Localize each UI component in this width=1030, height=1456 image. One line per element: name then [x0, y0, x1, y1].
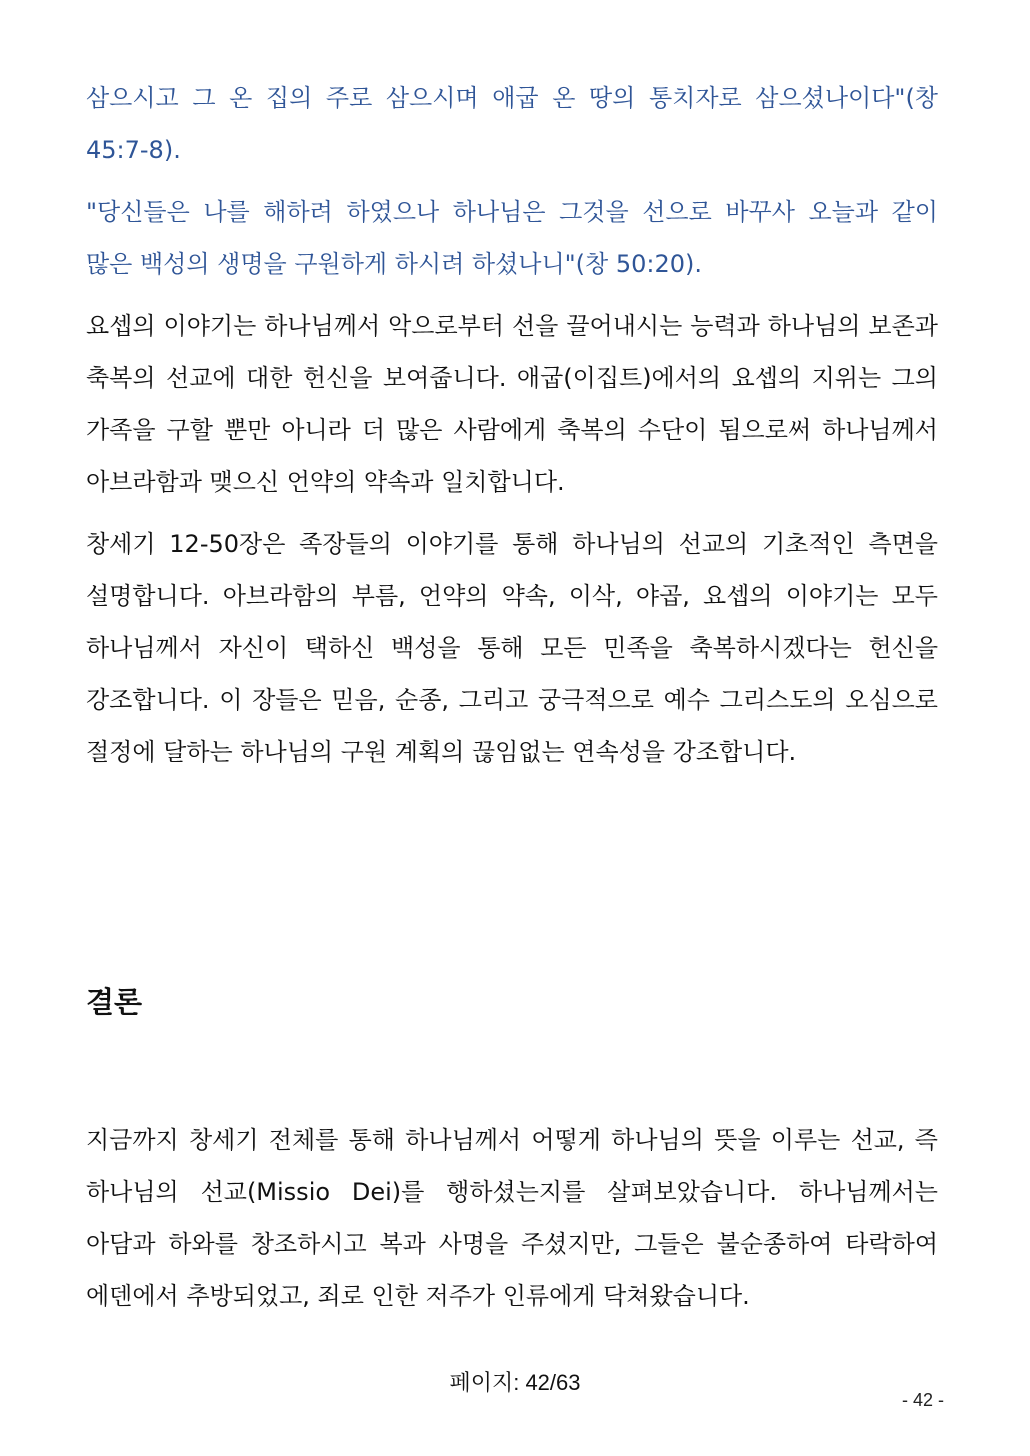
- scripture-quote-genesis-50: "당신들은 나를 해하려 하였으나 하나님은 그것을 선으로 바꾸사 오늘과 같이 많은 백성의 생명을 구원하게 하시려 하셨나니"(창 50:20).: [86, 198, 938, 278]
- scripture-quote-genesis-45: 삼으시고 그 온 집의 주로 삼으시며 애굽 온 땅의 통치자로 삼으셨나이다"(창 45:7-8).: [86, 84, 938, 164]
- page-number: - 42 -: [901, 1390, 944, 1410]
- paragraph-joseph-story: 요셉의 이야기는 하나님께서 악으로부터 선을 끌어내시는 능력과 하나님의 보존과 축복의 선교에 대한 헌신을 보여줍니다. 애굽(이집트)에서의 요셉의 지위는 그의 가족을 구할 뿐만 아니라 더 많은 사람에게 축복의 수단이 됨으로써 하나님께서 아브라함과 맺으신 언약의 약속과 일치합니다.: [86, 312, 938, 496]
- paragraph-genesis-12-50: 창세기 12-50장은 족장들의 이야기를 통해 하나님의 선교의 기초적인 측면을 설명합니다. 아브라함의 부름, 언약의 약속, 이삭, 야곱, 요셉의 이야기는 모두 하나님께서 자신이 택하신 백성을 통해 모든 민족을 축복하시겠다는 헌신을 강조합니다. 이 장들은 믿음, 순종, 그리고 궁극적으로 예수 그리스도의 오심으로 절정에 달하는 하나님의 구원 계획의 끊임없는 연속성을 강조합니다.: [86, 530, 938, 766]
- page-indicator: 페이지: 42/63: [449, 1370, 581, 1395]
- section-heading-conclusion: 결론: [86, 985, 143, 1019]
- conclusion-section: [86, 1114, 938, 1322]
- paragraph-conclusion: 지금까지 창세기 전체를 통해 하나님께서 어떻게 하나님의 뜻을 이루는 선교, 즉 하나님의 선교(Missio Dei)를 행하셨는지를 살펴보았습니다. 하나님께서는 아담과 하와를 창조하시고 복과 사명을 주셨지만, 그들은 불순종하여 타락하여 에덴에서 추방되었고, 죄로 인한 저주가 인류에게 닥쳐왔습니다.: [86, 1126, 938, 1310]
- document-body: [86, 72, 938, 778]
